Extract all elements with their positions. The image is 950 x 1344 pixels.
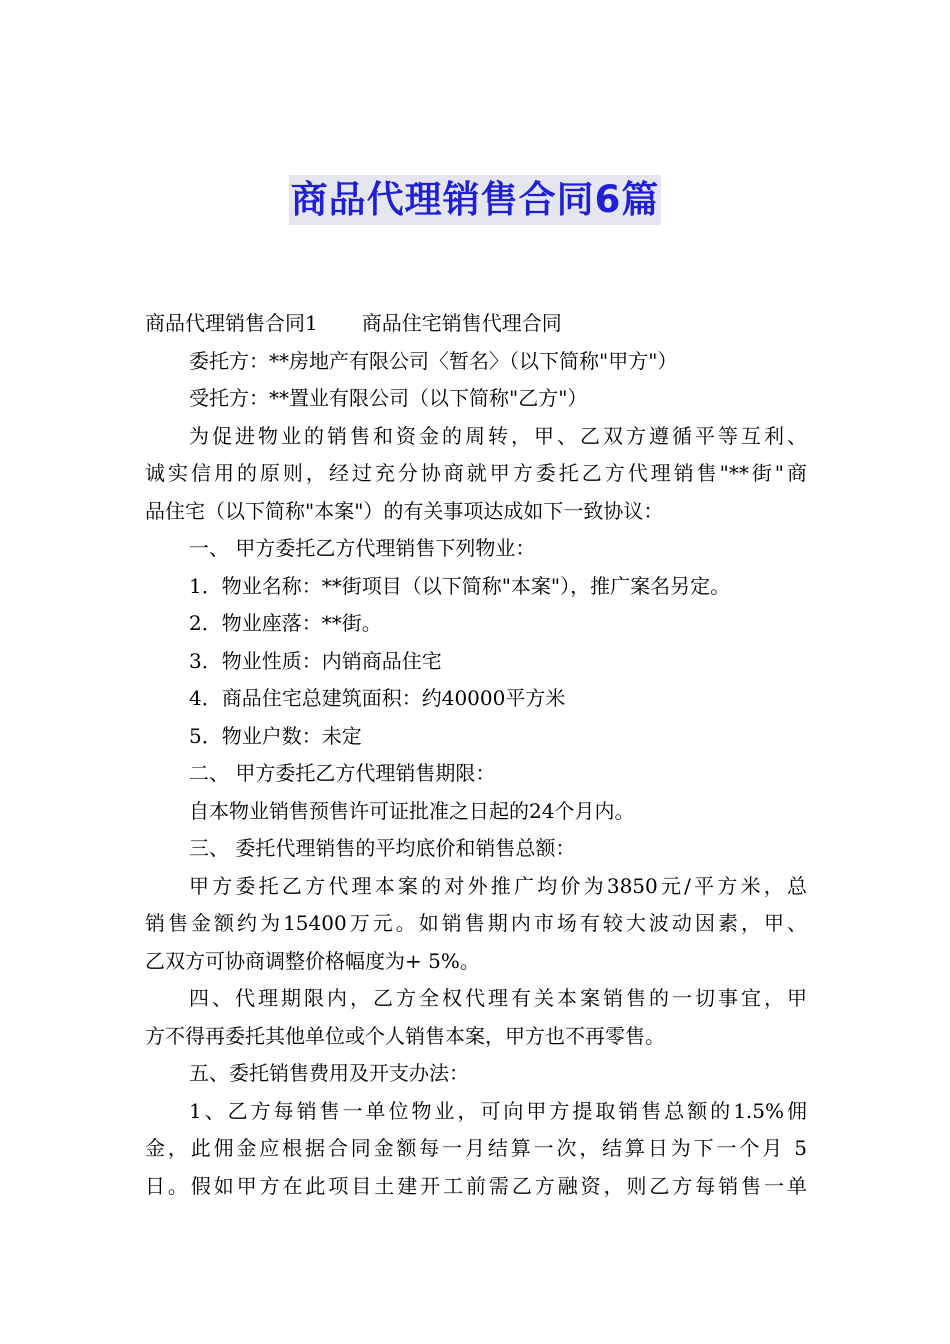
contract-subheading: 商品住宅销售代理合同 <box>361 311 562 335</box>
title-wrap <box>0 175 950 225</box>
document-title: 商品代理销售合同6篇 <box>289 175 662 225</box>
paragraph-line: 日。假如甲方在此项目土建开工前需乙方融资，则乙方每销售一单 <box>145 1173 807 1198</box>
paragraph-line: 为促进物业的销售和资金的周转，甲、乙双方遵循平等互利、 <box>189 423 807 448</box>
paragraph-line: 4．商品住宅总建筑面积：约40000平方米 <box>189 686 566 710</box>
paragraph-line: 3．物业性质：内销商品住宅 <box>189 648 442 673</box>
paragraph-line: 二、 甲方委托乙方代理销售期限： <box>189 761 496 785</box>
paragraph-line: 乙双方可协商调整价格幅度为+ 5%。 <box>145 948 480 973</box>
paragraph-line: 品住宅（以下简称"本案"）的有关事项达成如下一致协议： <box>145 498 664 523</box>
paragraph-line: 受托方：**置业有限公司（以下简称"乙方"） <box>189 386 588 410</box>
paragraph-line: 销售金额约为15400万元。如销售期内市场有较大波动因素，甲、 <box>145 911 807 935</box>
paragraph-line: 自本物业销售预售许可证批准之日起的24个月内。 <box>189 798 635 823</box>
paragraph-line: 一、 甲方委托乙方代理销售下列物业： <box>189 536 536 560</box>
paragraph-line: 1．物业名称：**街项目（以下简称"本案"），推广案名另定。 <box>189 573 731 598</box>
paragraph-line: 方不得再委托其他单位或个人销售本案，甲方也不再零售。 <box>145 1023 665 1048</box>
paragraph-line: 诚实信用的原则，经过充分协商就甲方委托乙方代理销售"**街"商 <box>145 461 807 485</box>
paragraph-line: 2．物业座落：**街。 <box>189 611 382 635</box>
section-heading <box>145 305 807 343</box>
document-body <box>145 305 807 1205</box>
paragraph-line: 五、委托销售费用及开支办法： <box>189 1061 469 1085</box>
contract-heading: 商品代理销售合同1 <box>145 311 318 335</box>
paragraph-line: 三、 委托代理销售的平均底价和销售总额： <box>189 836 576 860</box>
paragraph-line: 甲方委托乙方代理本案的对外推广均价为3850元/平方米，总 <box>189 873 807 898</box>
paragraph-line: 1、乙方每销售一单位物业，可向甲方提取销售总额的1.5%佣 <box>189 1098 807 1123</box>
paragraph-line: 四、代理期限内，乙方全权代理有关本案销售的一切事宜，甲 <box>189 986 807 1010</box>
paragraph-line: 委托方：**房地产有限公司〈暂名〉（以下简称"甲方"） <box>189 348 678 373</box>
paragraph-line: 金，此佣金应根据合同金额每一月结算一次，结算日为下一个月 5 <box>145 1136 807 1160</box>
paragraph-line: 5．物业户数：未定 <box>189 723 362 748</box>
